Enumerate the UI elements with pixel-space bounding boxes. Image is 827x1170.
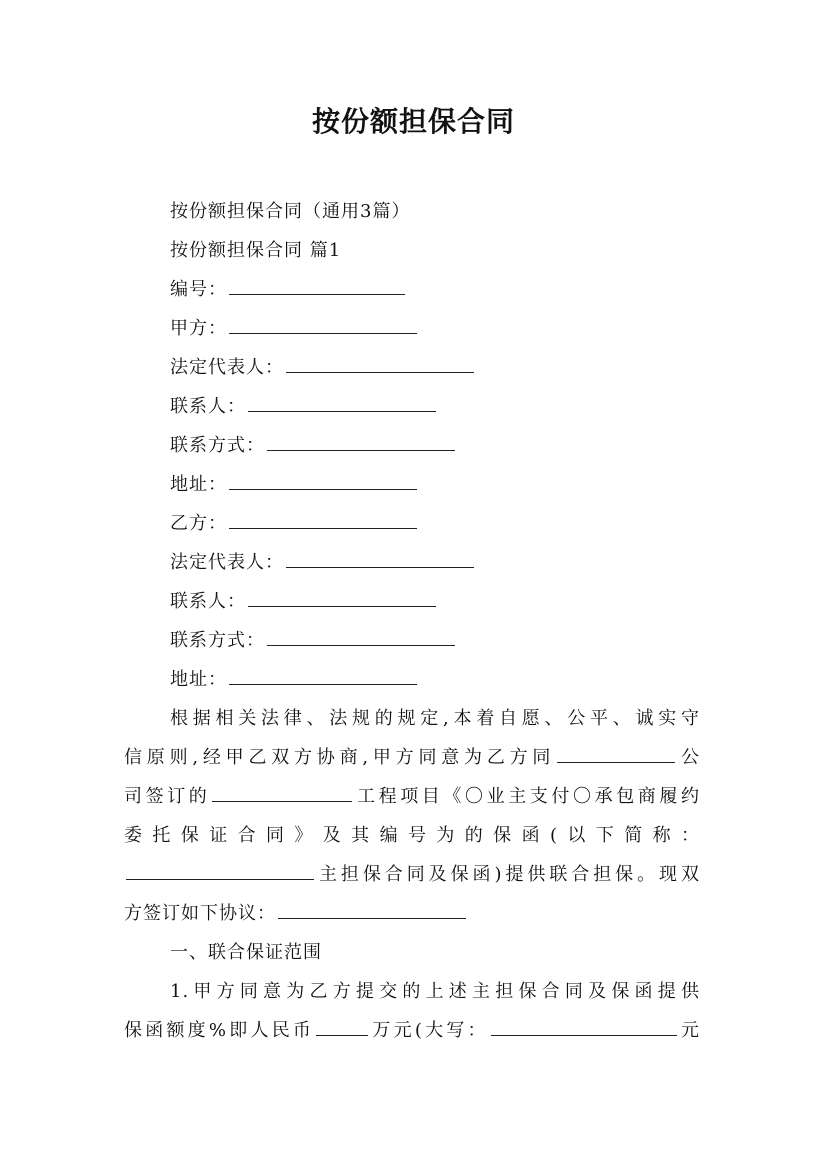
blank-line (212, 800, 352, 802)
field-label: 联系人： (170, 396, 246, 417)
clause-line: 1.甲方同意为乙方提交的上述主担保合同及保函提供 (170, 981, 700, 1002)
field-label: 地址： (170, 669, 227, 690)
blank-line (267, 449, 455, 451)
paragraph-line: 司签订的 工程项目《〇业主支付〇承包商履约 (124, 786, 701, 807)
blank-line (229, 527, 417, 529)
field-b-legal-rep (124, 543, 700, 582)
blank-line (557, 761, 675, 763)
field-label: 编号： (170, 279, 227, 300)
field-a-contact-method (124, 426, 700, 465)
field-a-address (124, 465, 700, 504)
paragraph-line: 主担保合同及保函)提供联合担保。现双 (124, 855, 700, 894)
field-label: 法定代表人： (170, 552, 284, 573)
blank-line (126, 878, 314, 880)
field-label: 乙方： (170, 513, 227, 534)
field-b-contact (124, 582, 700, 621)
blank-line (278, 917, 466, 919)
field-label: 联系人： (170, 591, 246, 612)
blank-line (229, 683, 417, 685)
field-label: 法定代表人： (170, 357, 284, 378)
blank-line (229, 332, 417, 334)
field-label: 甲方： (170, 318, 227, 339)
paragraph-line: 方签订如下协议： (124, 894, 700, 933)
blank-line (248, 410, 436, 412)
field-b-address (124, 660, 700, 699)
blank-line (267, 644, 455, 646)
field-a-contact (124, 387, 700, 426)
document-body (124, 192, 700, 1050)
field-label: 联系方式： (170, 630, 265, 651)
clause-line: 保函额度%即人民币 万元(大写： 元 (124, 1020, 701, 1041)
blank-line (491, 1034, 677, 1036)
document-title: 按份额担保合同 (311, 105, 515, 138)
field-party-a (124, 309, 700, 348)
field-label: 地址： (170, 474, 227, 495)
blank-line (286, 371, 474, 373)
document-subtitle: 按份额担保合同（通用3篇） (170, 201, 411, 222)
blank-line (229, 293, 405, 295)
paragraph-line: 信原则,经甲乙双方协商,甲方同意为乙方同 公 (124, 747, 700, 768)
blank-line (229, 488, 417, 490)
blank-line (316, 1034, 368, 1036)
field-number (124, 270, 700, 309)
paragraph-line: 委托保证合同》及其编号为的保函(以下简称： (124, 825, 700, 846)
blank-line (248, 605, 436, 607)
blank-line (286, 566, 474, 568)
clause-heading: 一、联合保证范围 (170, 942, 322, 963)
field-party-b (124, 504, 700, 543)
field-a-legal-rep (124, 348, 700, 387)
field-b-contact-method (124, 621, 700, 660)
paragraph-line: 根据相关法律、法规的规定,本着自愿、公平、诚实守 (170, 708, 700, 729)
field-label: 联系方式： (170, 435, 265, 456)
section-heading: 按份额担保合同 篇1 (170, 240, 342, 261)
